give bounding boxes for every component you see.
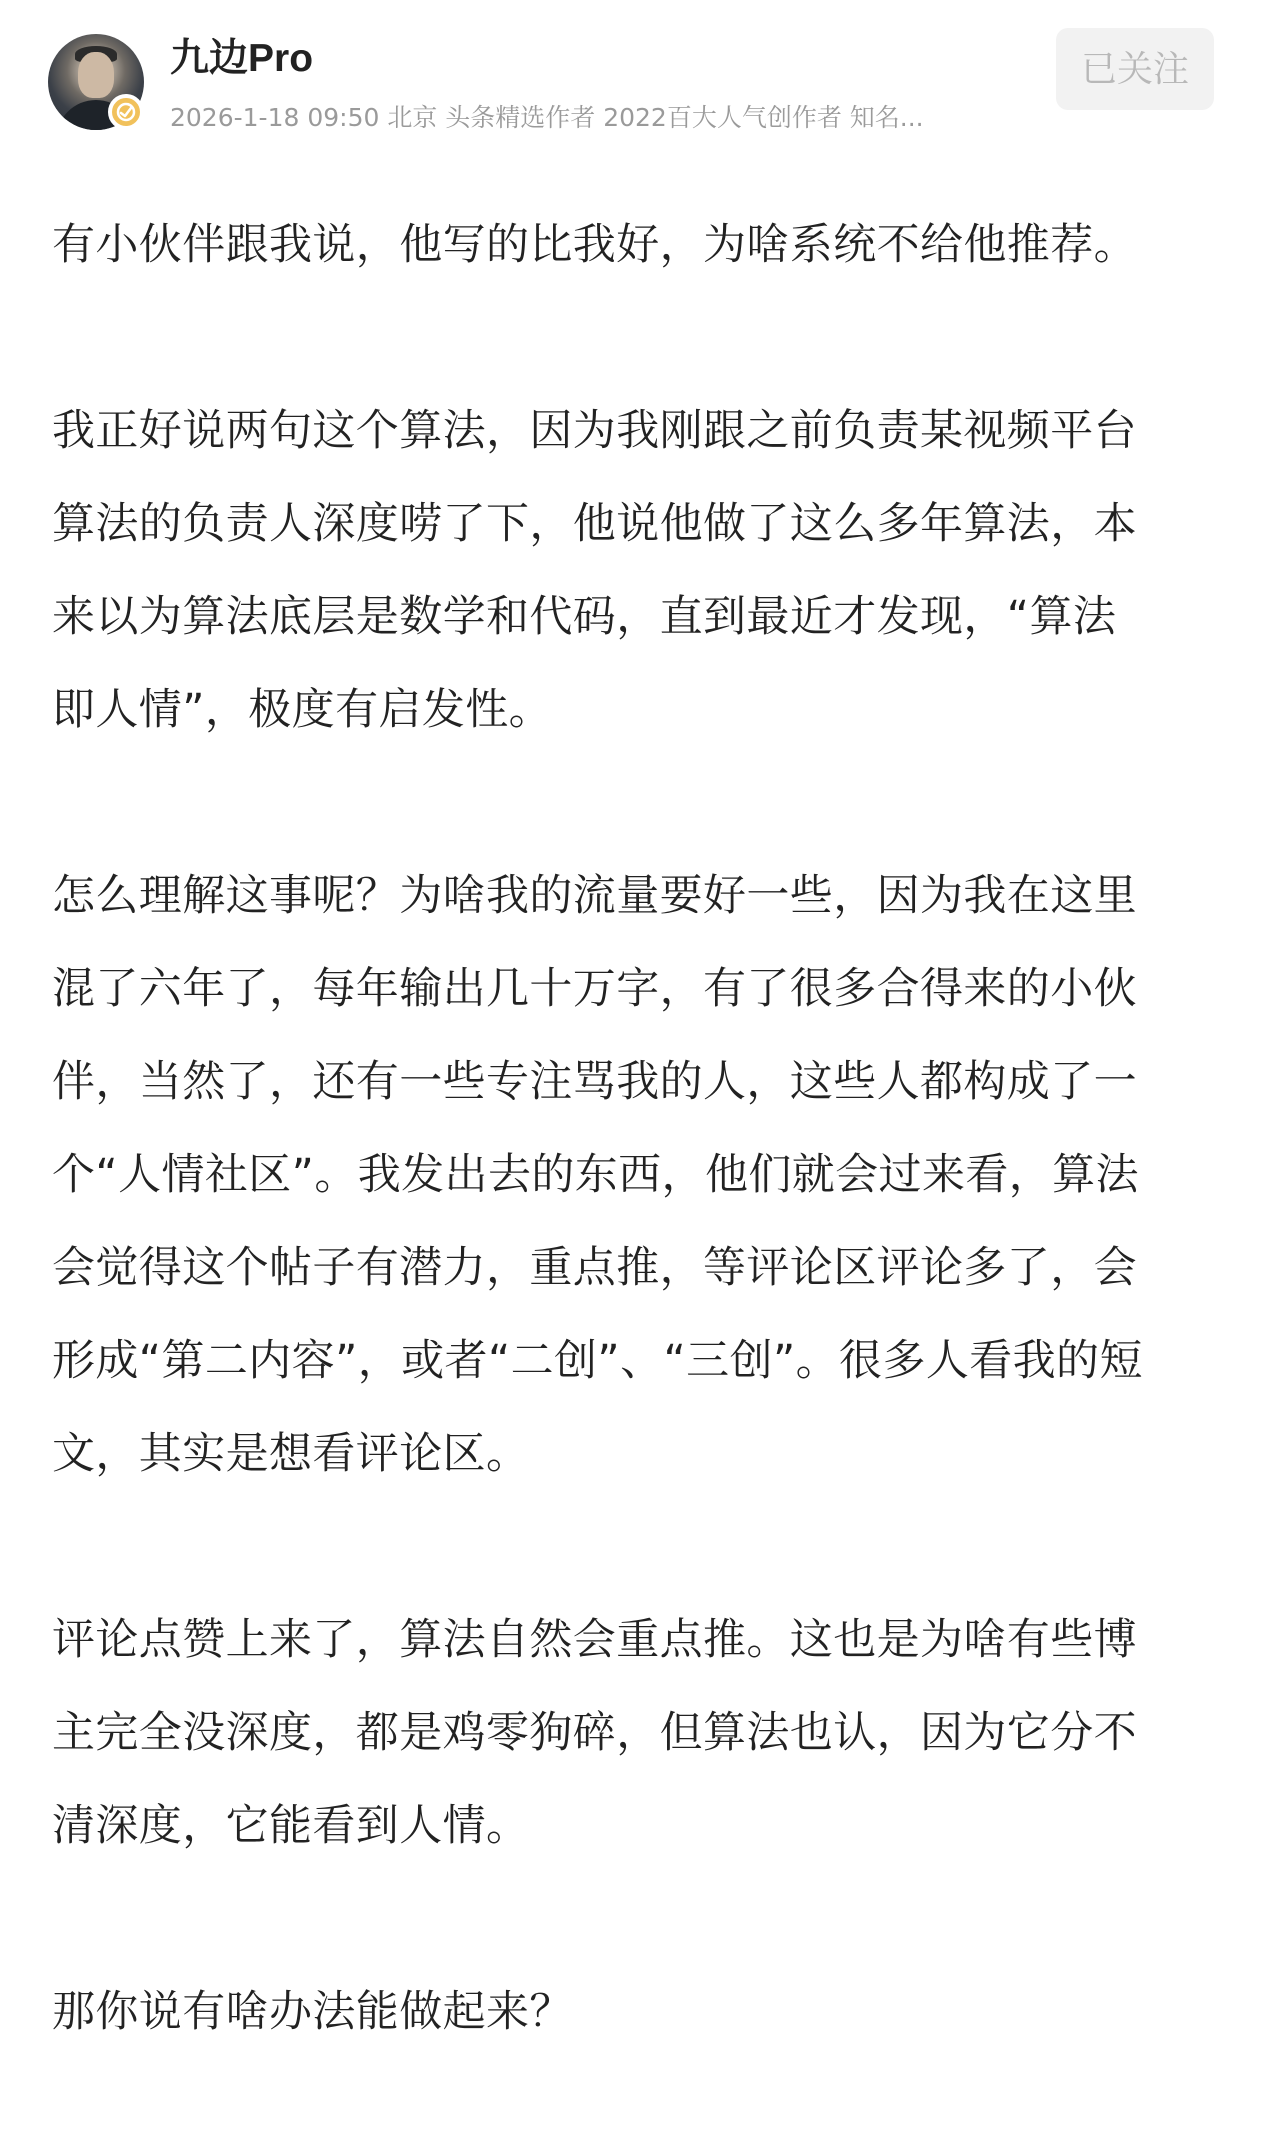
paragraph-line: 来以为算法底层是数学和代码，直到最近才发现，“算法 xyxy=(52,592,1117,642)
paragraph-line: 文，其实是想看评论区。 xyxy=(52,1429,530,1479)
paragraph-line: 评论点赞上来了，算法自然会重点推。这也是为啥有些博 xyxy=(52,1615,1137,1665)
article-paragraph xyxy=(52,199,1232,292)
paragraph-line: 混了六年了，每年输出几十万字，有了很多合得来的小伙 xyxy=(52,964,1137,1014)
verified-badge-icon xyxy=(108,94,144,130)
avatar-face xyxy=(78,52,114,98)
paragraph-line: 我正好说两句这个算法，因为我刚跟之前负责某视频平台 xyxy=(52,406,1137,456)
paragraph-line: 会觉得这个帖子有潜力，重点推，等评论区评论多了，会 xyxy=(52,1243,1137,1293)
paragraph-line: 怎么理解这事呢？为啥我的流量要好一些，因为我在这里 xyxy=(52,871,1137,921)
paragraph-line: 清深度，它能看到人情。 xyxy=(52,1801,530,1851)
paragraph-line: 算法的负责人深度唠了下，他说他做了这么多年算法，本 xyxy=(52,499,1137,549)
paragraph-line: 个“人情社区”。我发出去的东西，他们就会过来看，算法 xyxy=(52,1150,1139,1200)
paragraph-line: 主完全没深度，都是鸡零狗碎，但算法也认，因为它分不 xyxy=(52,1708,1137,1758)
post-meta: 2026-1-18 09:50 北京 头条精选作者 2022百大人气创作者 知名... xyxy=(170,103,924,132)
paragraph-line: 有小伙伴跟我说，他写的比我好，为啥系统不给他推荐。 xyxy=(52,220,1137,270)
article-paragraph xyxy=(52,385,1232,757)
follow-button[interactable]: 已关注 xyxy=(1056,28,1214,110)
paragraph-line: 伴，当然了，还有一些专注骂我的人，这些人都构成了一 xyxy=(52,1057,1137,1107)
badge-mark-icon xyxy=(115,101,137,123)
article-paragraph xyxy=(52,1594,1232,1873)
article-paragraph xyxy=(52,1966,1232,2059)
author-name[interactable]: 九边Pro xyxy=(170,37,314,80)
paragraph-line: 那你说有啥办法能做起来？ xyxy=(52,1987,573,2037)
paragraph-line: 形成“第二内容”，或者“二创”、“三创”。很多人看我的短 xyxy=(52,1336,1143,1386)
post-header xyxy=(0,0,1280,150)
article-paragraph xyxy=(52,850,1232,1501)
article-body xyxy=(52,199,1232,2152)
paragraph-line: 即人情”，极度有启发性。 xyxy=(52,685,553,735)
